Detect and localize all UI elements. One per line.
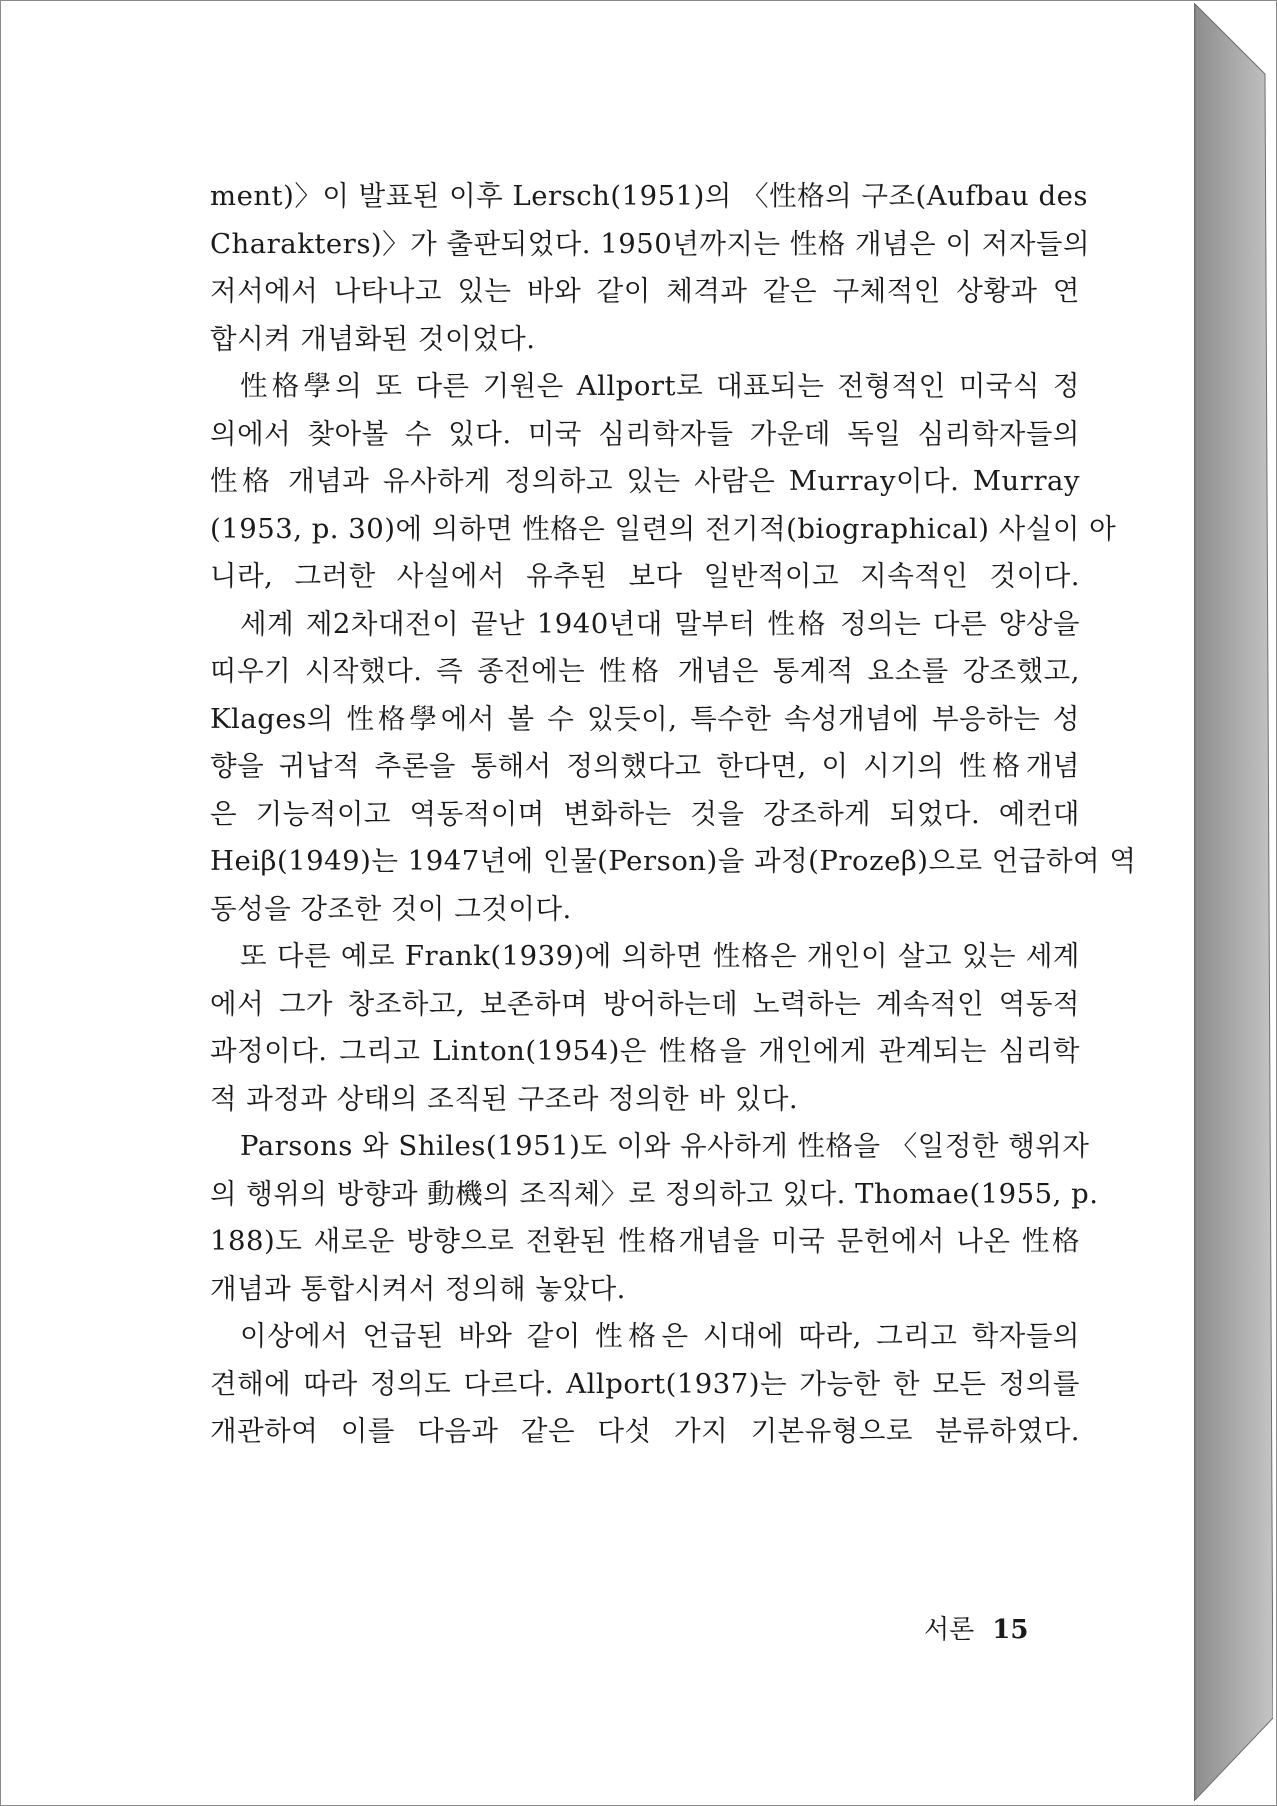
text-line: 의에서 찾아볼 수 있다. 미국 심리학자들 가운데 독일 심리학자들의	[210, 417, 1080, 450]
book-page-edge	[1195, 4, 1273, 1800]
text-line: 견해에 따라 정의도 다르다. Allport(1937)는 가능한 한 모든 정의를	[210, 1367, 1080, 1400]
text-line: 性格學의 또 다른 기원은 Allport로 대표되는 전형적인 미국식 정	[240, 370, 1080, 402]
text-line: 또 다른 예로 Frank(1939)에 의하면 性格은 개인이 살고 있는 세계	[240, 940, 1080, 972]
text-line: 띠우기 시작했다. 즉 종전에는 性格 개념은 통계적 요소를 강조했고,	[210, 655, 1080, 687]
text-line: Klages의 性格學에서 볼 수 있듯이, 특수한 속성개념에 부응하는 성	[210, 702, 1080, 735]
text-line: 과정이다. 그리고 Linton(1954)은 性格을 개인에게 관계되는 심리학	[210, 1035, 1080, 1067]
text-line: 개관하여 이를 다음과 같은 다섯 가지 기본유형으로 분류하였다.	[210, 1415, 1080, 1447]
text-line: 향을 귀납적 추론을 통해서 정의했다고 한다면, 이 시기의 性格개념	[210, 750, 1080, 782]
running-head-section: 서론	[924, 1615, 975, 1645]
text-line: 적 과정과 상태의 조직된 구조라 정의한 바 있다.	[210, 1082, 799, 1115]
text-line: Heiβ(1949)는 1947년에 인물(Person)을 과정(Prozeβ)으로 언급하여 역	[210, 845, 1137, 877]
text-line: 은 기능적이고 역동적이며 변화하는 것을 강조하게 되었다. 예컨대	[210, 797, 1080, 830]
text-line: 의 행위의 방향과 動機의 조직체〉로 정의하고 있다. Thomae(1955, p.	[210, 1177, 1099, 1210]
text-line: ment)〉이 발표된 이후 Lersch(1951)의 〈性格의 구조(Aufbau des	[210, 180, 1088, 212]
body-text	[210, 173, 1137, 1456]
text-line: (1953, p. 30)에 의하면 性格은 일련의 전기적(biographical) 사실이 아	[210, 512, 1117, 545]
text-line: 합시켜 개념화된 것이었다.	[210, 322, 536, 355]
text-line: 동성을 강조한 것이 그것이다.	[210, 892, 572, 925]
text-line: Charakters)〉가 출판되었다. 1950년까지는 性格 개념은 이 저자들의	[210, 227, 1091, 260]
text-line: 니라, 그러한 사실에서 유추된 보다 일반적이고 지속적인 것이다.	[210, 560, 1080, 592]
text-line: 에서 그가 창조하고, 보존하며 방어하는데 노력하는 계속적인 역동적	[210, 987, 1080, 1020]
page-folio	[924, 1609, 1028, 1646]
text-line: 세계 제2차대전이 끝난 1940년대 말부터 性格 정의는 다른 양상을	[240, 607, 1080, 640]
page	[3, 3, 1195, 1801]
text-line: 저서에서 나타나고 있는 바와 같이 체격과 같은 구체적인 상황과 연	[210, 275, 1080, 307]
text-line: 188)도 새로운 방향으로 전환된 性格개념을 미국 문헌에서 나온 性格	[210, 1225, 1080, 1257]
page-number: 15	[992, 1615, 1029, 1645]
text-line: 性格 개념과 유사하게 정의하고 있는 사람은 Murray이다. Murray	[210, 465, 1080, 497]
text-line: 이상에서 언급된 바와 같이 性格은 시대에 따라, 그리고 학자들의	[240, 1320, 1080, 1352]
text-line: Parsons 와 Shiles(1951)도 이와 유사하게 性格을 〈일정한 행위자	[240, 1130, 1090, 1162]
text-line: 개념과 통합시켜서 정의해 놓았다.	[210, 1272, 626, 1305]
